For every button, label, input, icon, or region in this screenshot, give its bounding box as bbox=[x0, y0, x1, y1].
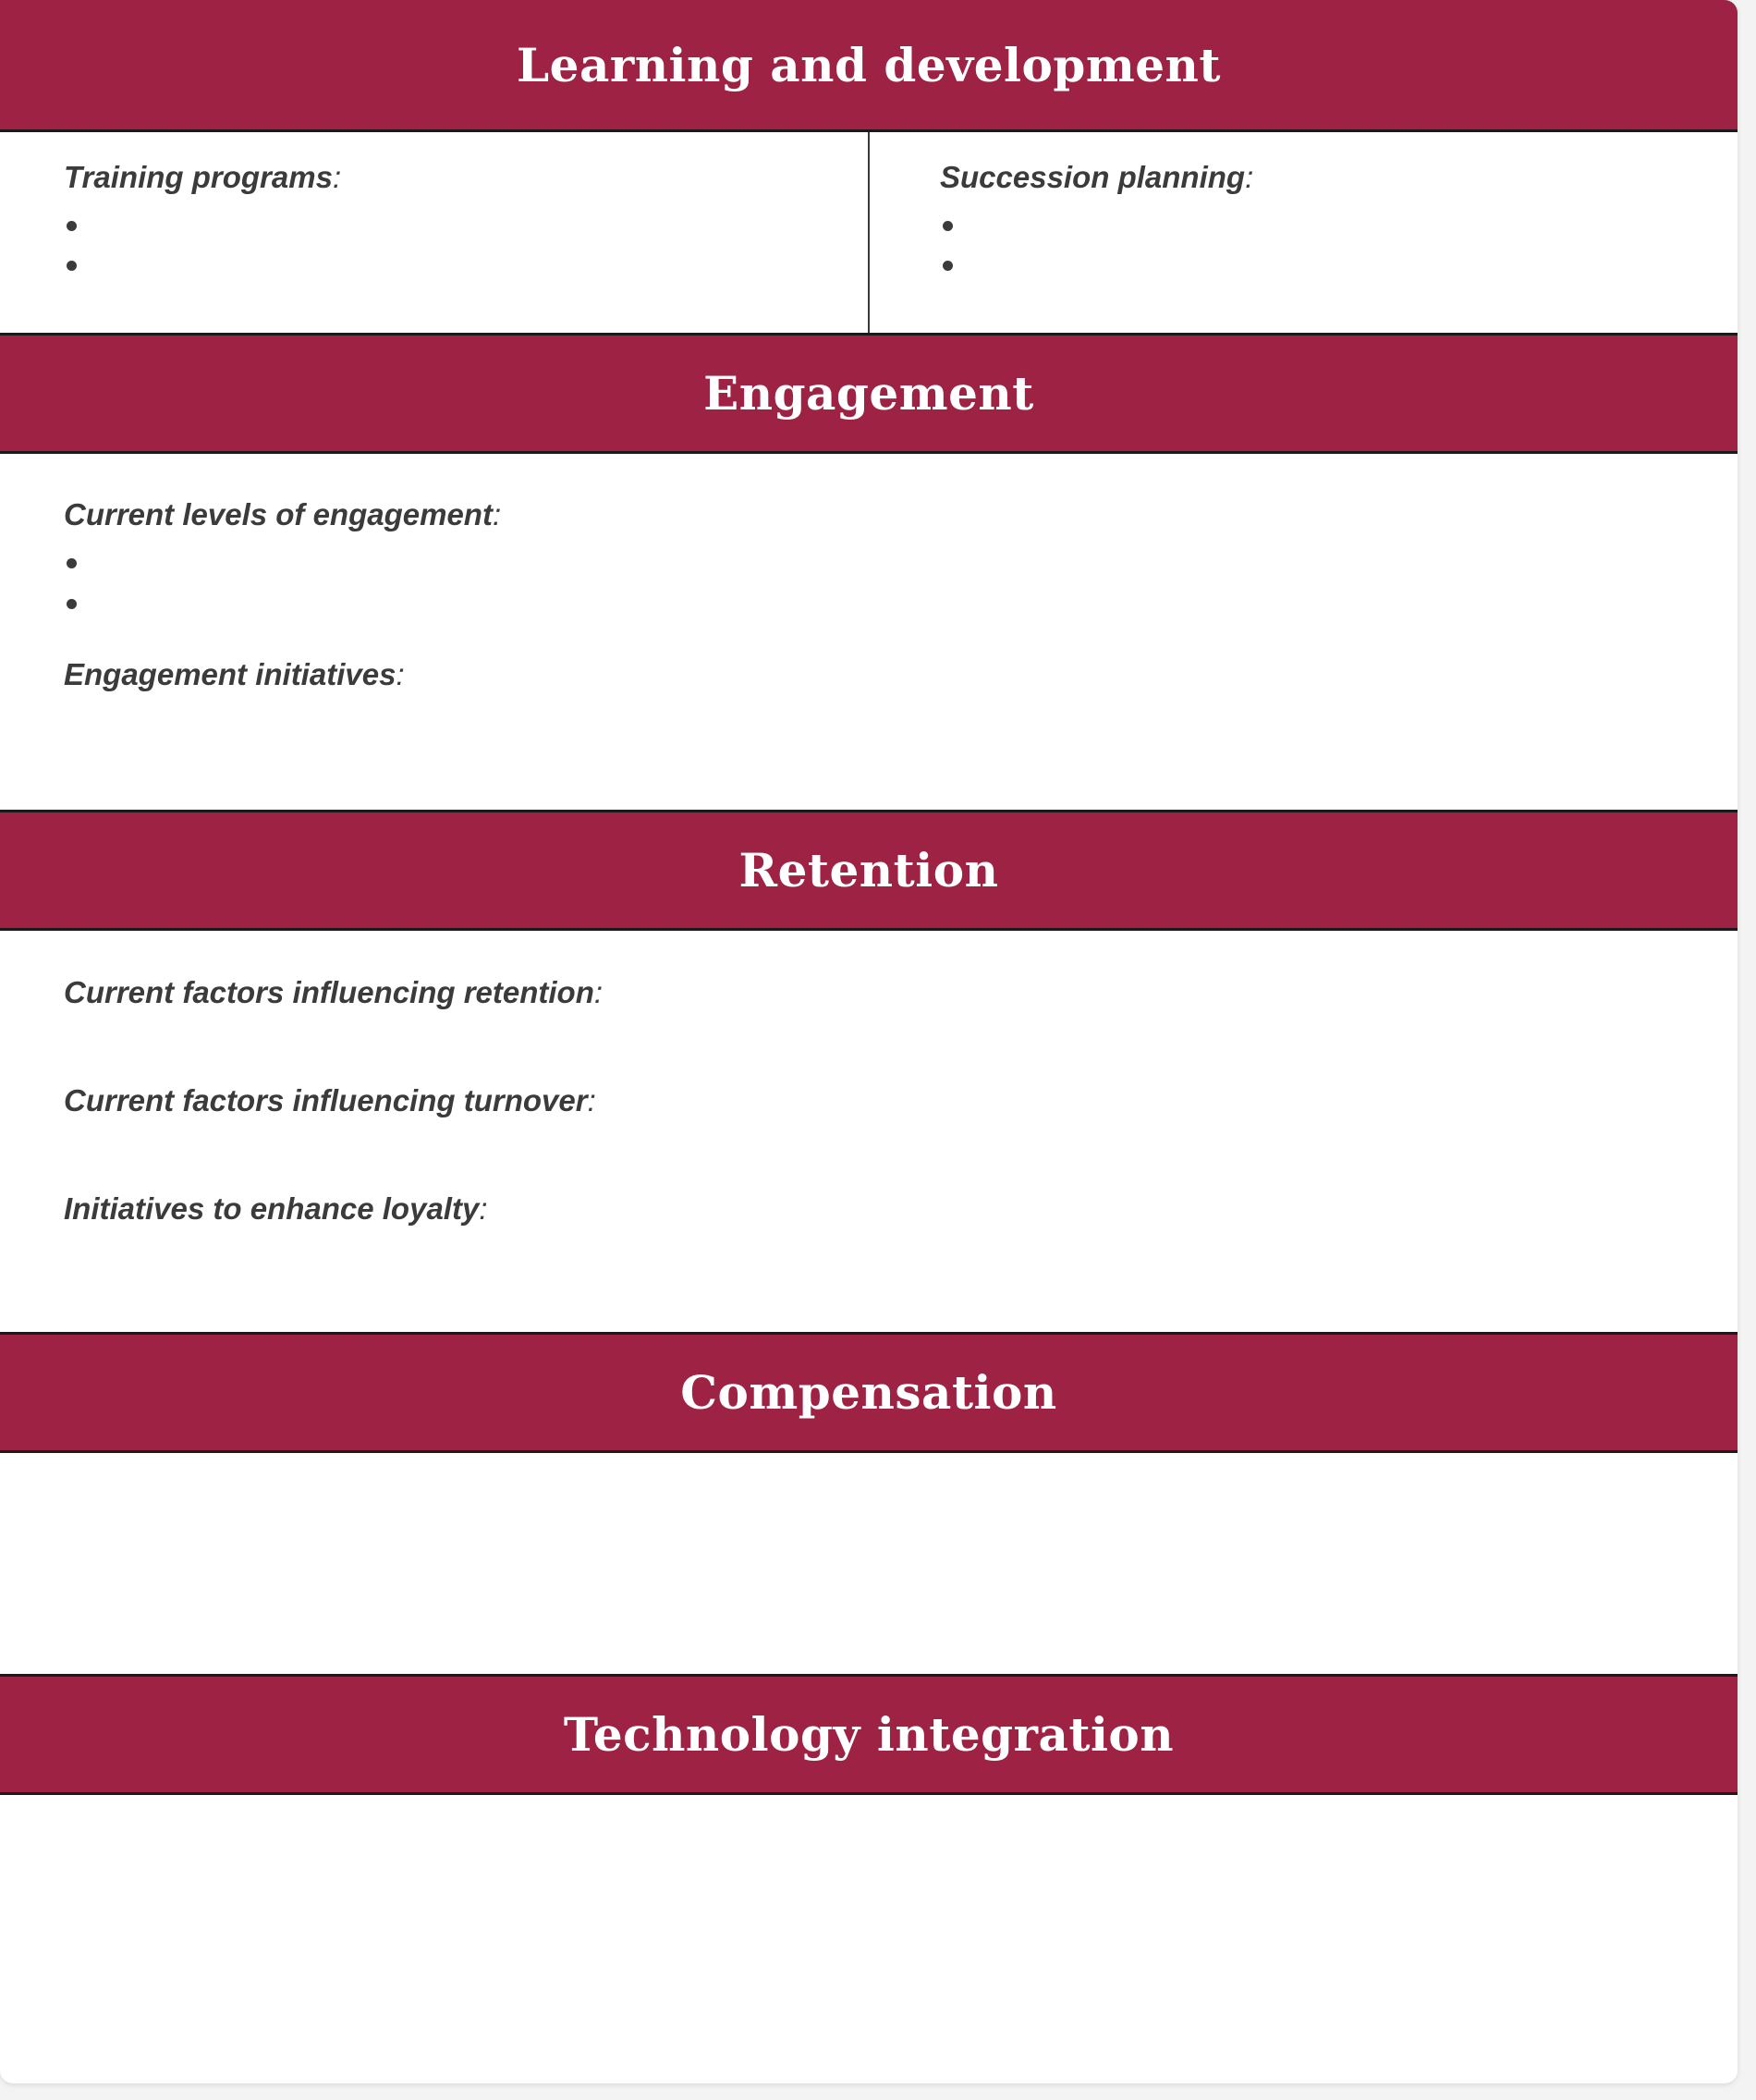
engagement-levels-bullet-1 bbox=[67, 558, 77, 568]
engagement-initiatives-label: Engagement initiatives: bbox=[64, 657, 405, 691]
learning-development-title: Learning and development bbox=[517, 37, 1221, 92]
retention-factors-label: Current factors influencing retention: bbox=[64, 975, 604, 1009]
learning-development-body bbox=[0, 132, 1738, 333]
engagement-header bbox=[0, 333, 1738, 454]
training-bullet-1 bbox=[67, 221, 77, 231]
engagement-levels-label: Current levels of engagement: bbox=[64, 497, 502, 531]
training-programs-label: Training programs: bbox=[64, 160, 342, 194]
succession-planning-label: Succession planning: bbox=[940, 160, 1254, 194]
compensation-body bbox=[0, 1453, 1738, 1674]
retention-header bbox=[0, 810, 1738, 931]
compensation-header bbox=[0, 1332, 1738, 1453]
loyalty-initiatives-label: Initiatives to enhance loyalty: bbox=[64, 1191, 488, 1226]
succession-bullet-1 bbox=[943, 221, 953, 231]
training-bullet-2 bbox=[67, 261, 77, 271]
succession-bullet-2 bbox=[943, 261, 953, 271]
technology-integration-title: Technology integration bbox=[563, 1707, 1175, 1762]
technology-integration-header bbox=[0, 1674, 1738, 1795]
compensation-title: Compensation bbox=[680, 1365, 1057, 1420]
retention-body bbox=[0, 931, 1738, 1332]
column-divider bbox=[868, 132, 870, 333]
engagement-body bbox=[0, 454, 1738, 810]
retention-title: Retention bbox=[738, 843, 999, 897]
turnover-factors-label: Current factors influencing turnover: bbox=[64, 1083, 596, 1117]
technology-integration-body bbox=[0, 1795, 1738, 2083]
learning-development-header bbox=[0, 0, 1738, 132]
engagement-levels-bullet-2 bbox=[67, 599, 77, 609]
engagement-title: Engagement bbox=[703, 366, 1034, 421]
